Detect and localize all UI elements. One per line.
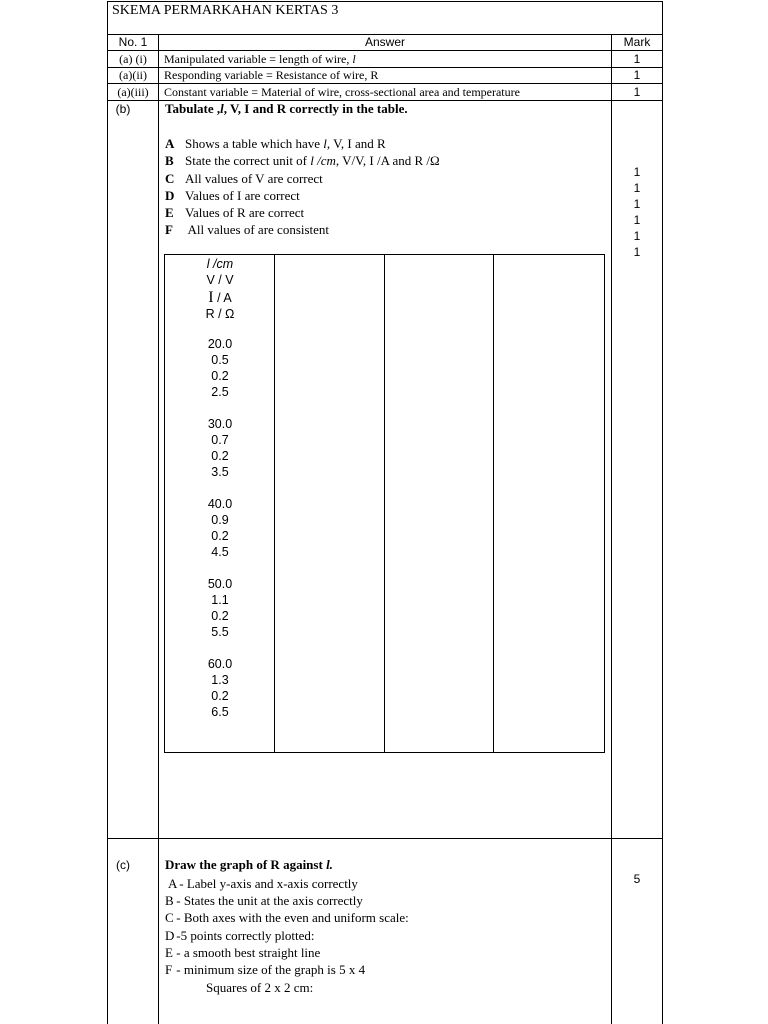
value-resistance: 4.5	[211, 545, 229, 559]
section-b-heading-var: l	[220, 101, 224, 116]
criterion-b-b	[165, 152, 440, 169]
mark-b-f: 1	[633, 245, 641, 259]
value-current: 0.2	[211, 449, 229, 463]
criterion-b-a	[165, 135, 386, 152]
row-a-i-answer-var: l	[352, 52, 356, 66]
header-mark: Mark	[623, 35, 651, 49]
section-c-heading-part1: Draw the graph of R against	[165, 857, 327, 872]
mark-b-c: 1	[633, 197, 641, 211]
header-voltage: V / V	[206, 273, 234, 287]
header-current-symbol: I	[208, 289, 214, 306]
value-resistance: 5.5	[211, 625, 229, 639]
criterion-b-e	[165, 204, 304, 221]
criterion-letter: B	[165, 893, 174, 908]
criterion-text: Values of R are correct	[185, 205, 305, 220]
criterion-b-f	[165, 221, 329, 238]
value-voltage: 0.9	[211, 513, 229, 527]
header-current-unit: / A	[217, 291, 232, 305]
criterion-text: - States the unit at the axis correctly	[173, 893, 363, 908]
value-length: 60.0	[207, 657, 233, 671]
criterion-b-d	[165, 187, 300, 204]
criterion-text: Values of I are correct	[185, 188, 300, 203]
row-a-iii-no: (a)(iii)	[117, 85, 149, 99]
data-table-col-divider	[493, 255, 494, 752]
table-right-border	[662, 1, 663, 1024]
criterion-letter: D	[165, 928, 175, 943]
header-length-text: l /cm	[206, 257, 234, 271]
data-table-col-divider	[384, 255, 385, 752]
criterion-var: l	[323, 136, 327, 151]
criterion-letter: D	[165, 188, 175, 203]
data-table-first-column	[165, 256, 275, 720]
criterion-c-c	[165, 909, 409, 927]
section-b-no: (b)	[115, 102, 131, 116]
value-current: 0.2	[211, 369, 229, 383]
value-current: 0.2	[211, 609, 229, 623]
criterion-c-f-continued: Squares of 2 x 2 cm:	[206, 980, 314, 995]
criterion-text: Shows a table which have	[185, 136, 324, 151]
criterion-c-f	[165, 961, 365, 979]
section-c-heading-var: l.	[326, 857, 333, 872]
section-b-heading-part1: Tabulate ,	[165, 101, 221, 116]
row-divider	[107, 838, 663, 839]
value-length: 40.0	[207, 497, 233, 511]
value-group	[165, 496, 275, 560]
criterion-letter: C	[165, 910, 174, 925]
row-divider	[107, 83, 663, 84]
criterion-text-suffix: , V, I and R	[326, 136, 386, 151]
mark-b-a: 1	[633, 165, 641, 179]
criterion-text: - minimum size of the graph is 5 x 4	[173, 962, 366, 977]
section-c-heading	[165, 857, 333, 873]
row-a-iii-answer: Constant variable = Material of wire, cross-sectional area and temperature	[164, 85, 520, 99]
criterion-letter: A	[165, 136, 175, 151]
header-length	[165, 256, 275, 272]
value-resistance: 6.5	[211, 705, 229, 719]
value-voltage: 0.7	[211, 433, 229, 447]
criterion-letter: F	[165, 962, 173, 977]
criterion-text: All values of are consistent	[185, 222, 330, 237]
header-resistance: R / Ω	[205, 307, 235, 321]
mark-b-e: 1	[633, 229, 641, 243]
criterion-letter: E	[165, 945, 173, 960]
mark-b-b: 1	[633, 181, 641, 195]
section-c-no: (c)	[116, 858, 130, 872]
criterion-letter: A	[168, 876, 178, 891]
mark-c: 5	[633, 872, 641, 886]
value-resistance: 3.5	[211, 465, 229, 479]
criterion-text: All values of V are correct	[185, 171, 323, 186]
criterion-text-suffix: , V/V, I /A and R /Ω	[335, 153, 440, 168]
value-group	[165, 416, 275, 480]
criterion-letter: E	[165, 205, 174, 220]
row-a-i-mark: 1	[633, 52, 641, 66]
criterion-text: - Label y-axis and x-axis correctly	[176, 876, 358, 891]
value-resistance: 2.5	[211, 385, 229, 399]
criterion-letter: B	[165, 153, 174, 168]
value-current: 0.2	[211, 529, 229, 543]
row-a-ii-no: (a)(ii)	[119, 68, 147, 82]
criterion-letter: C	[165, 171, 175, 186]
header-answer: Answer	[364, 35, 405, 49]
no-column-divider	[158, 34, 159, 1024]
criterion-c-a	[165, 875, 358, 893]
header-current	[165, 290, 275, 306]
section-b-heading-part2: , V, I and R correctly in the table.	[223, 101, 408, 116]
criterion-text: - a smooth best straight line	[173, 945, 321, 960]
row-a-iii-mark: 1	[633, 85, 641, 99]
value-group	[165, 336, 275, 400]
row-divider	[107, 50, 663, 51]
section-b-heading	[165, 101, 408, 117]
criterion-letter: F	[165, 222, 173, 237]
row-a-ii-mark: 1	[633, 68, 641, 82]
mark-b-d: 1	[633, 213, 641, 227]
value-voltage: 0.5	[211, 353, 229, 367]
criterion-c-d	[165, 927, 315, 945]
value-group	[165, 576, 275, 640]
criterion-text: State the correct unit of	[185, 153, 311, 168]
value-length: 20.0	[207, 337, 233, 351]
criterion-b-c	[165, 170, 323, 187]
criterion-c-e	[165, 944, 320, 962]
criterion-c-b	[165, 892, 363, 910]
value-group	[165, 656, 275, 720]
value-voltage: 1.1	[211, 593, 229, 607]
value-length: 30.0	[207, 417, 233, 431]
row-a-ii-answer: Responding variable = Resistance of wire, R	[164, 68, 379, 82]
value-length: 50.0	[207, 577, 233, 591]
value-current: 0.2	[211, 689, 229, 703]
criterion-text: - Both axes with the even and uniform scale:	[173, 910, 409, 925]
row-a-i-answer-text: Manipulated variable = length of wire,	[164, 52, 353, 66]
page-title: SKEMA PERMARKAHAN KERTAS 3	[112, 3, 339, 18]
row-a-i-answer	[164, 52, 356, 66]
criterion-text: -5 points correctly plotted:	[173, 928, 315, 943]
row-a-i-no: (a) (i)	[119, 52, 147, 66]
header-no: No. 1	[118, 35, 148, 49]
criterion-var: l /cm	[310, 153, 336, 168]
table-top-border	[107, 1, 663, 2]
value-voltage: 1.3	[211, 673, 229, 687]
